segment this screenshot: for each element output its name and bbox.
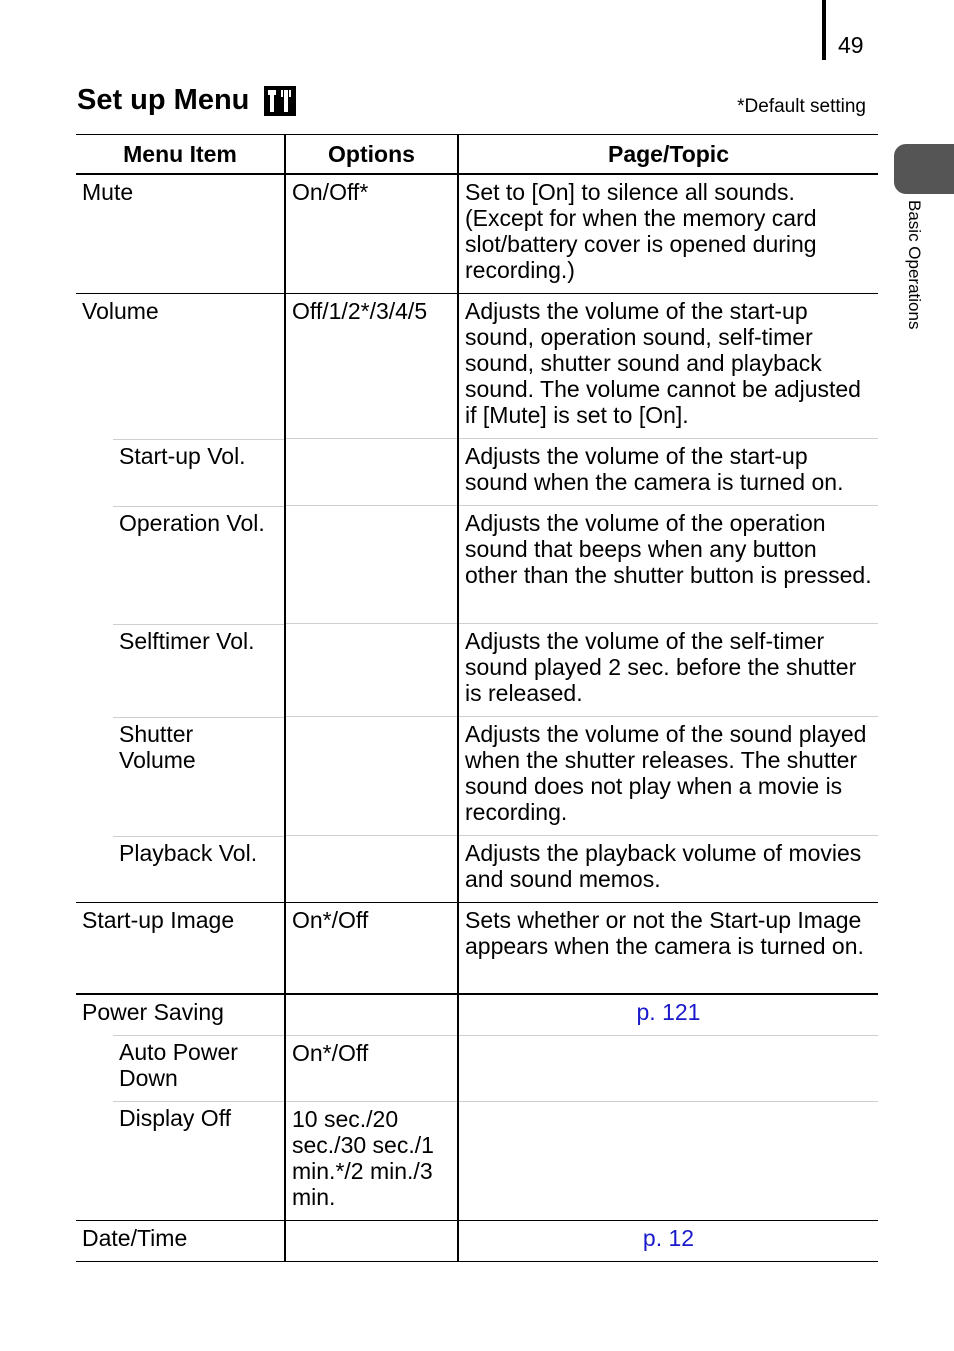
- table-header-row: [76, 135, 878, 175]
- table-row: [76, 836, 878, 903]
- header-options: Options: [285, 135, 458, 175]
- topic: Set to [On] to silence all sounds. (Except for when the memory card slot/battery cover is opened during recording.): [458, 174, 878, 294]
- page-marker-bar: [822, 0, 826, 60]
- menu-item: Mute: [76, 174, 285, 294]
- page-number: 49: [838, 32, 864, 58]
- options: [285, 506, 458, 624]
- topic: Adjusts the volume of the self-timer sound played 2 sec. before the shutter is released.: [458, 624, 878, 717]
- topic: Adjusts the volume of the operation sound that beeps when any button other than the shutter button is pressed.: [458, 506, 878, 624]
- menu-item: Selftimer Vol.: [76, 624, 285, 717]
- options: On*/Off: [285, 1035, 458, 1101]
- options: [285, 439, 458, 506]
- menu-item: Operation Vol.: [76, 506, 285, 624]
- table-row: [76, 903, 878, 994]
- page-reference-link[interactable]: p. 121: [458, 994, 878, 1036]
- menu-item: Display Off: [76, 1101, 285, 1220]
- table-row: [76, 994, 878, 1036]
- menu-item: Auto Power Down: [76, 1035, 285, 1101]
- options: [285, 836, 458, 903]
- table-row: [76, 1035, 878, 1101]
- options: Off/1/2*/3/4/5: [285, 294, 458, 439]
- table-row: [76, 174, 878, 294]
- table-row: [76, 1101, 878, 1220]
- page-reference-link[interactable]: p. 12: [458, 1220, 878, 1261]
- table-row: [76, 624, 878, 717]
- topic: [458, 1035, 878, 1101]
- topic: Adjusts the volume of the start-up sound, operation sound, self-timer sound, shutter sound and playback sound. The volume cannot be adjusted if [Mute] is set to [On].: [458, 294, 878, 439]
- menu-item: Date/Time: [76, 1220, 285, 1261]
- section-tab: [894, 144, 954, 194]
- topic: [458, 1101, 878, 1220]
- menu-item: Shutter Volume: [76, 717, 285, 836]
- menu-item: Power Saving: [76, 994, 285, 1036]
- topic: Sets whether or not the Start-up Image appears when the camera is turned on.: [458, 903, 878, 994]
- default-setting-note: *Default setting: [737, 96, 866, 117]
- table-row: [76, 294, 878, 439]
- options: On/Off*: [285, 174, 458, 294]
- section-tab-label: Basic Operations: [905, 200, 924, 330]
- topic: Adjusts the volume of the sound played when the shutter releases. The shutter sound does not play when a movie is recording.: [458, 717, 878, 836]
- options: [285, 624, 458, 717]
- title-text: Set up Menu: [77, 84, 250, 116]
- menu-item: Volume: [76, 294, 285, 439]
- page-title: [77, 84, 296, 117]
- table-row: [76, 717, 878, 836]
- table-row: [76, 439, 878, 506]
- options: On*/Off: [285, 903, 458, 994]
- topic: Adjusts the playback volume of movies and sound memos.: [458, 836, 878, 903]
- menu-item: Start-up Vol.: [76, 439, 285, 506]
- options: [285, 1220, 458, 1261]
- options: [285, 717, 458, 836]
- menu-item: Playback Vol.: [76, 836, 285, 903]
- setup-tools-icon: [264, 86, 296, 116]
- menu-item: Start-up Image: [76, 903, 285, 994]
- options: 10 sec./20 sec./30 sec./1 min.*/2 min./3 min.: [285, 1101, 458, 1220]
- table-row: [76, 1220, 878, 1261]
- topic: Adjusts the volume of the start-up sound when the camera is turned on.: [458, 439, 878, 506]
- setup-menu-table: [76, 134, 878, 1262]
- options: [285, 994, 458, 1036]
- table-row: [76, 506, 878, 624]
- header-menu-item: Menu Item: [76, 135, 285, 175]
- header-page-topic: Page/Topic: [458, 135, 878, 175]
